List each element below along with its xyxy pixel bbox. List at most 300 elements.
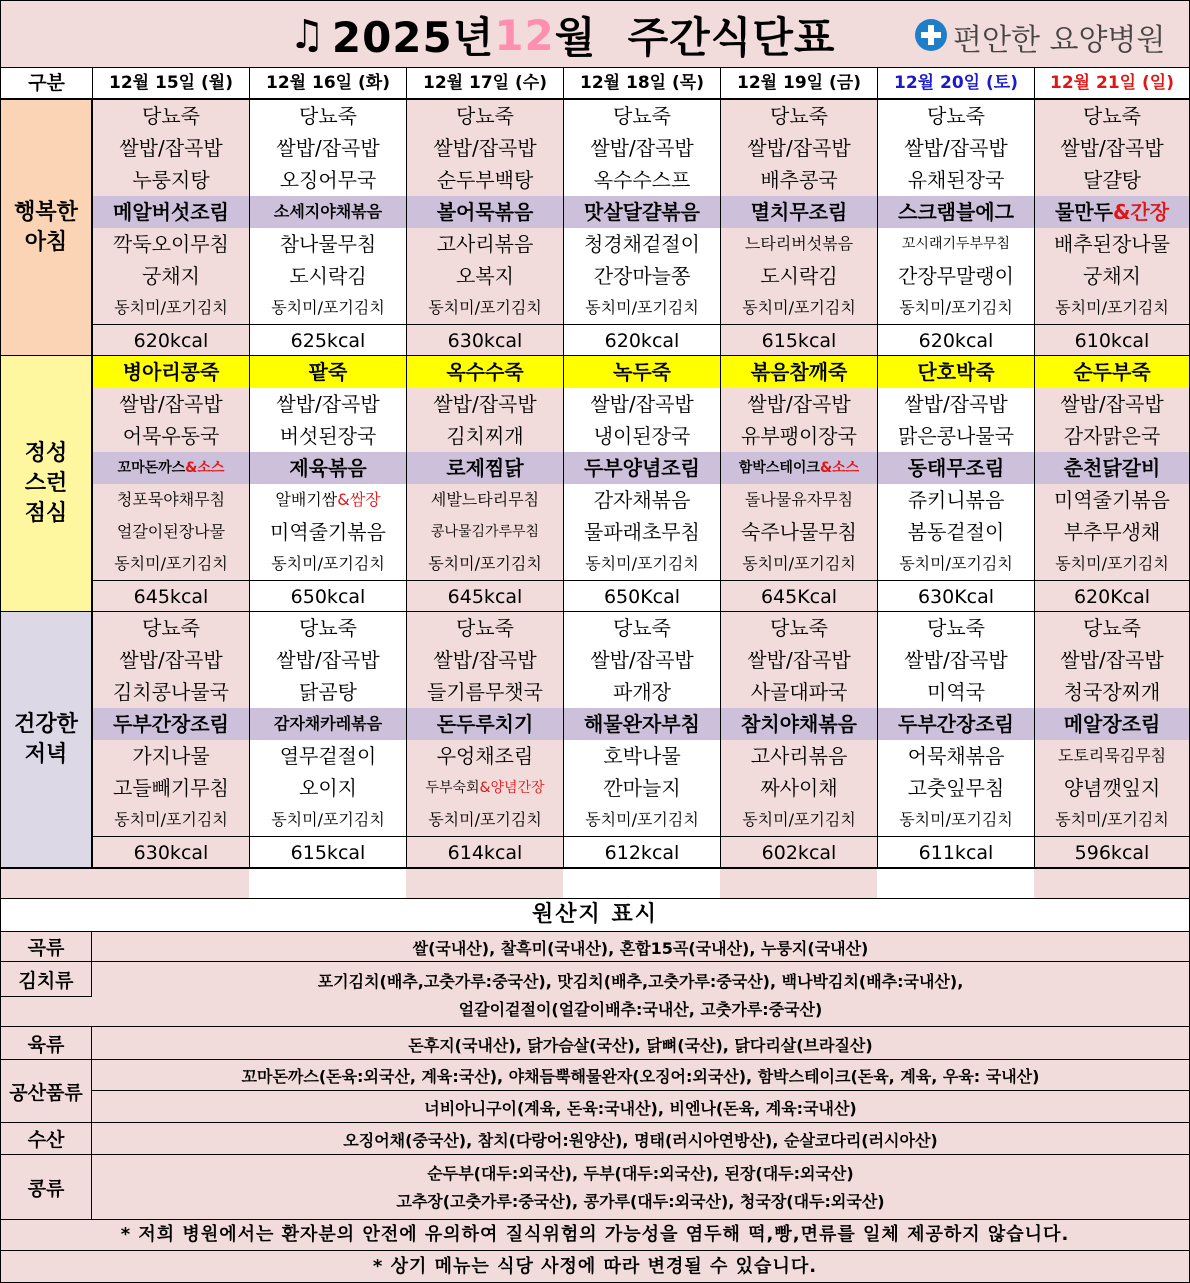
day-column <box>720 356 877 611</box>
menu-item-text: 615kcal <box>761 330 837 352</box>
origin-text: 돈후지(국내산), 닭가슴살(국산), 닭뼈(국산), 닭다리살(브라질산) <box>408 1036 873 1055</box>
menu-item-text: 동치미/포기김치 <box>428 298 542 317</box>
menu-item-text: 간장마늘쫑 <box>593 264 691 288</box>
title-rest: 월 주간식단표 <box>554 13 836 62</box>
spacer-cell <box>563 869 720 898</box>
menu-item-text: 당뇨죽 <box>613 616 671 640</box>
menu-item-kimchi <box>1035 548 1189 580</box>
hospital-cross-icon <box>915 19 947 51</box>
menu-item-kcal <box>878 836 1034 870</box>
menu-item-kimchi <box>564 292 720 324</box>
menu-item-side1 <box>93 228 249 260</box>
day-header: 12월 19일 (금) <box>720 68 877 98</box>
day-header-row <box>1 68 1189 100</box>
menu-item-main <box>878 452 1034 484</box>
menu-item-text: 쌀밥/잡곡밥 <box>904 136 1008 160</box>
menu-item-text: 쌀밥/잡곡밥 <box>590 136 694 160</box>
lunch-label: 정성 스런 점심 <box>1 356 92 611</box>
menu-item-soup <box>564 420 720 452</box>
menu-item-main <box>250 708 406 740</box>
menu-item-text: 봄동겉절이 <box>907 520 1005 544</box>
menu-item-porridge <box>407 100 563 132</box>
menu-item-text: 감자채볶음 <box>593 488 691 512</box>
menu-item-kcal <box>1035 324 1189 358</box>
day-header: 12월 16일 (화) <box>249 68 406 98</box>
menu-item-porridge <box>564 612 720 644</box>
menu-item-soup <box>407 420 563 452</box>
menu-item-text: 630Kcal <box>917 586 995 608</box>
menu-item-text: 630kcal <box>133 842 209 864</box>
menu-item-text: 동치미/포기김치 <box>585 810 699 829</box>
menu-item-kcal <box>250 324 406 358</box>
menu-item-side1 <box>1035 740 1189 772</box>
notice-menu-may-change: * 상기 메뉴는 식당 사정에 따라 변경될 수 있습니다. <box>1 1251 1189 1282</box>
menu-item-rice <box>564 644 720 676</box>
menu-item-text: 부추무생채 <box>1063 520 1161 544</box>
menu-item-kimchi <box>1035 292 1189 324</box>
day-column <box>877 612 1034 867</box>
menu-item-porridge <box>250 356 406 388</box>
menu-item-kimchi <box>93 292 249 324</box>
menu-item-text: 메알버섯조림 <box>113 200 229 224</box>
menu-item-text: 오복지 <box>456 264 514 288</box>
title-year: 2025년 <box>331 13 495 62</box>
menu-item-side1 <box>250 484 406 516</box>
menu-item-text: 미역국 <box>927 680 985 704</box>
menu-item-text: 당뇨죽 <box>927 104 985 128</box>
menu-item-side2 <box>1035 260 1189 292</box>
breakfast-section <box>1 100 1189 357</box>
menu-item-rice <box>1035 132 1189 164</box>
day-header: 12월 15일 (월) <box>92 68 249 98</box>
origin-text: 포기김치(배추,고춧가루:중국산), 맛김치(배추,고춧가루:중국산), 백나박김치(배추:국내산), <box>317 972 964 991</box>
menu-item-kimchi <box>878 548 1034 580</box>
menu-item-text: 미역줄기볶음 <box>270 520 386 544</box>
menu-item-main <box>564 708 720 740</box>
menu-item-main <box>564 196 720 228</box>
menu-item-text: 650Kcal <box>603 586 681 608</box>
day-column <box>406 612 563 867</box>
menu-item-text: 옥수수스프 <box>593 168 691 192</box>
menu-item-side2 <box>878 772 1034 804</box>
day-column <box>563 356 720 611</box>
spacer-row <box>1 869 1189 899</box>
menu-item-text: 궁채지 <box>142 264 200 288</box>
menu-item-text: 620Kcal <box>1073 586 1151 608</box>
menu-item-text: 동치미/포기김치 <box>1055 554 1169 573</box>
menu-item-kimchi <box>93 804 249 836</box>
menu-item-text: 스크램블에그 <box>898 200 1014 224</box>
menu-item-text: 645Kcal <box>760 586 838 608</box>
menu-item-text: 간장무말랭이 <box>898 264 1014 288</box>
menu-item-text: 625kcal <box>290 330 366 352</box>
menu-item-text: 소세지야채볶음 <box>273 202 383 221</box>
menu-item-kcal <box>93 580 249 614</box>
menu-item-kimchi <box>878 292 1034 324</box>
menu-item-text: 쌀밥/잡곡밥 <box>904 648 1008 672</box>
origin-label: 콩류 <box>1 1155 92 1219</box>
hospital-name: 편안한 요양병원 <box>953 23 1166 58</box>
menu-item-main <box>721 708 877 740</box>
menu-item-text: 쥬키니볶음 <box>907 488 1005 512</box>
menu-item-text: 미역줄기볶음 <box>1054 488 1170 512</box>
menu-item-porridge <box>721 612 877 644</box>
menu-item-text: 동치미/포기김치 <box>899 298 1013 317</box>
origin-label: 수산 <box>1 1123 92 1154</box>
menu-item-text: 고들빼기무침 <box>113 776 229 800</box>
menu-item-rice <box>564 132 720 164</box>
menu-item-text: 동치미/포기김치 <box>1055 810 1169 829</box>
menu-item-soup <box>1035 164 1189 196</box>
menu-item-text: 쌀밥/잡곡밥 <box>1060 392 1164 416</box>
menu-item-side2 <box>721 772 877 804</box>
menu-item-porridge <box>721 356 877 388</box>
menu-item-rice <box>564 388 720 420</box>
menu-item-main <box>407 196 563 228</box>
menu-item-porridge <box>1035 356 1189 388</box>
origin-label: 김치류 <box>1 962 92 997</box>
menu-item-porridge <box>93 100 249 132</box>
menu-item-kcal <box>250 836 406 870</box>
menu-item-text: 쌀밥/잡곡밥 <box>276 136 380 160</box>
menu-item-text: 당뇨죽 <box>142 616 200 640</box>
menu-item-rice <box>407 388 563 420</box>
menu-item-text: 열무겉절이 <box>279 744 377 768</box>
menu-item-soup <box>878 164 1034 196</box>
menu-item-porridge <box>407 356 563 388</box>
menu-item-text: 쌀밥/잡곡밥 <box>904 392 1008 416</box>
menu-item-text: 동치미/포기김치 <box>428 810 542 829</box>
menu-item-text: 당뇨죽 <box>770 616 828 640</box>
menu-item-text: 오징어무국 <box>279 168 377 192</box>
menu-item-side1 <box>878 228 1034 260</box>
menu-item-text: 오이지 <box>299 776 357 800</box>
menu-item-text: 당뇨죽 <box>613 104 671 128</box>
menu-item-text: 620kcal <box>604 330 680 352</box>
menu-item-side1 <box>1035 484 1189 516</box>
day-column <box>720 612 877 867</box>
menu-item-text: 동치미/포기김치 <box>742 810 856 829</box>
menu-item-text: 볶음참깨죽 <box>750 360 848 384</box>
menu-item-soup <box>721 164 877 196</box>
menu-item-side1 <box>721 740 877 772</box>
menu-item-main <box>564 452 720 484</box>
menu-item-kcal <box>564 324 720 358</box>
menu-item-text: 당뇨죽 <box>1083 616 1141 640</box>
menu-item-main <box>250 452 406 484</box>
menu-item-text: 645kcal <box>447 586 523 608</box>
menu-item-text: 병아리콩죽 <box>122 360 220 384</box>
menu-item-kcal <box>407 324 563 358</box>
menu-item-rice <box>250 644 406 676</box>
menu-item-soup <box>878 676 1034 708</box>
menu-item-text: 쌀밥/잡곡밥 <box>590 648 694 672</box>
day-header: 12월 17일 (수) <box>406 68 563 98</box>
menu-item-porridge <box>93 356 249 388</box>
menu-item-text: 620kcal <box>133 330 209 352</box>
menu-item-text: 물만두 <box>1054 200 1113 224</box>
menu-item-rice <box>93 644 249 676</box>
menu-item-text: 꼬마돈까스 <box>117 460 186 476</box>
menu-item-text: 세발느타리무침 <box>430 490 540 509</box>
menu-item-rice <box>878 388 1034 420</box>
day-column <box>1034 612 1189 867</box>
menu-item-text: 630kcal <box>447 330 523 352</box>
menu-item-side2 <box>93 516 249 548</box>
menu-item-soup <box>250 676 406 708</box>
menu-item-text: 김치콩나물국 <box>113 680 229 704</box>
menu-item-text: 로제찜닭 <box>446 456 524 480</box>
menu-item-side2 <box>721 516 877 548</box>
spacer-cell <box>877 869 1034 898</box>
menu-item-side1 <box>564 740 720 772</box>
menu-item-kcal <box>93 324 249 358</box>
menu-item-soup <box>1035 420 1189 452</box>
menu-item-text: 숙주나물무침 <box>741 520 857 544</box>
origin-text: 순두부(대두:외국산), 두부(대두:외국산), 된장(대두:외국산) <box>427 1164 854 1183</box>
day-column <box>877 356 1034 611</box>
dinner-label: 건강한 저녁 <box>1 612 92 867</box>
menu-item-kimchi <box>407 548 563 580</box>
menu-item-text: 감자맑은국 <box>1063 424 1161 448</box>
day-header-sunday: 12월 21일 (일) <box>1034 68 1189 98</box>
menu-item-extra: &소스 <box>819 460 860 476</box>
menu-item-side2 <box>93 260 249 292</box>
menu-item-soup <box>721 676 877 708</box>
menu-item-kcal <box>1035 580 1189 614</box>
menu-item-text: 깍둑오이무침 <box>113 232 229 256</box>
menu-item-porridge <box>250 612 406 644</box>
menu-item-text: 단호박죽 <box>917 360 995 384</box>
menu-item-text: 맛살달걀볶음 <box>584 200 700 224</box>
menu-item-text: 참나물무침 <box>279 232 377 256</box>
menu-item-text: 쌀밥/잡곡밥 <box>276 648 380 672</box>
menu-item-porridge <box>93 612 249 644</box>
menu-item-text: 쌀밥/잡곡밥 <box>276 392 380 416</box>
menu-item-text: 닭곰탕 <box>299 680 357 704</box>
menu-item-text: 버섯된장국 <box>279 424 377 448</box>
spacer-cell <box>249 869 406 898</box>
menu-item-side1 <box>93 484 249 516</box>
menu-item-rice <box>1035 644 1189 676</box>
day-column <box>92 356 249 611</box>
menu-item-kimchi <box>1035 804 1189 836</box>
menu-item-text: 춘천닭갈비 <box>1063 456 1161 480</box>
menu-item-text: 궁채지 <box>1083 264 1141 288</box>
menu-item-text: 참치야채볶음 <box>741 712 857 736</box>
menu-item-kcal <box>878 324 1034 358</box>
menu-item-text: 물파래초무침 <box>584 520 700 544</box>
menu-item-porridge <box>250 100 406 132</box>
menu-item-side2 <box>1035 772 1189 804</box>
menu-item-text: 620kcal <box>918 330 994 352</box>
menu-item-side2 <box>564 772 720 804</box>
menu-item-text: 동치미/포기김치 <box>428 554 542 573</box>
menu-item-text: 우엉채조림 <box>436 744 534 768</box>
menu-item-kimchi <box>407 804 563 836</box>
menu-item-side1 <box>93 740 249 772</box>
menu-item-text: 순두부백탕 <box>436 168 534 192</box>
origin-text: 꼬마돈까스(돈육:외국산, 계육:국산), 야채듬뿍해물완자(오징어:외국산), 함박스테이크(돈육, 계육, 우육: 국내산) <box>241 1067 1040 1086</box>
menu-item-porridge <box>721 100 877 132</box>
menu-item-soup <box>1035 676 1189 708</box>
menu-item-main <box>721 196 877 228</box>
menu-item-main <box>1035 452 1189 484</box>
lunch-section <box>1 356 1189 613</box>
day-column <box>1034 100 1189 355</box>
menu-item-rice <box>1035 388 1189 420</box>
origin-text: 오징어채(중국산), 참치(다랑어:원양산), 명태(러시아연방산), 순살코다리(러시아산) <box>343 1131 938 1150</box>
menu-item-text: 돌나물유자무침 <box>744 490 854 509</box>
menu-item-extra: &소스 <box>185 460 225 476</box>
menu-item-text: 도토리묵김무침 <box>1057 746 1167 765</box>
menu-item-text: 602kcal <box>761 842 837 864</box>
menu-item-soup <box>564 164 720 196</box>
origin-label: 공산품류 <box>1 1060 92 1122</box>
menu-item-text: 고사리볶음 <box>436 232 534 256</box>
menu-item-soup <box>407 676 563 708</box>
menu-item-text: 동치미/포기김치 <box>742 298 856 317</box>
menu-item-extra: &간장 <box>1112 200 1170 224</box>
menu-item-side2 <box>878 260 1034 292</box>
menu-item-text: 사골대파국 <box>750 680 848 704</box>
day-column <box>249 612 406 867</box>
menu-item-text: 615kcal <box>290 842 366 864</box>
menu-item-text: 순두부죽 <box>1073 360 1151 384</box>
menu-item-porridge <box>407 612 563 644</box>
menu-item-text: 가지나물 <box>132 744 210 768</box>
menu-item-rice <box>250 388 406 420</box>
menu-item-text: 맑은콩나물국 <box>898 424 1014 448</box>
origin-row-kimchi <box>1 962 1189 1027</box>
menu-item-text: 쌀밥/잡곡밥 <box>747 136 851 160</box>
menu-item-side2 <box>721 260 877 292</box>
day-column <box>92 100 249 355</box>
menu-item-text: 당뇨죽 <box>299 616 357 640</box>
menu-item-text: 614kcal <box>447 842 523 864</box>
menu-item-text: 고춧잎무침 <box>907 776 1005 800</box>
menu-item-text: 청포묵야채무침 <box>116 490 226 509</box>
menu-item-text: 배추된장나물 <box>1054 232 1170 256</box>
menu-item-kcal <box>407 836 563 870</box>
menu-item-text: 동치미/포기김치 <box>114 810 228 829</box>
divider <box>92 1090 1189 1091</box>
menu-item-main <box>93 196 249 228</box>
day-column <box>720 100 877 355</box>
breakfast-label: 행복한 아침 <box>1 100 92 355</box>
header <box>1 1 1189 68</box>
music-note-icon: ♫ <box>289 12 326 58</box>
menu-item-text: 녹두죽 <box>613 360 671 384</box>
menu-item-side1 <box>721 228 877 260</box>
menu-item-text: 달걀탕 <box>1083 168 1141 192</box>
menu-item-text: 호박나물 <box>603 744 681 768</box>
menu-item-text: 쌀밥/잡곡밥 <box>590 392 694 416</box>
menu-item-side1 <box>878 484 1034 516</box>
menu-item-rice <box>878 644 1034 676</box>
menu-item-text: 꼬시래기두부무침 <box>901 236 1011 252</box>
menu-item-text: 동치미/포기김치 <box>271 554 385 573</box>
menu-item-text: 쌀밥/잡곡밥 <box>119 392 223 416</box>
menu-item-soup <box>407 164 563 196</box>
menu-item-kimchi <box>250 292 406 324</box>
day-column <box>406 100 563 355</box>
menu-item-rice <box>721 388 877 420</box>
menu-item-side1 <box>721 484 877 516</box>
menu-item-kcal <box>407 580 563 614</box>
origin-row-bean <box>1 1155 1189 1221</box>
menu-item-text: 당뇨죽 <box>770 104 828 128</box>
menu-item-text: 어묵채볶음 <box>907 744 1005 768</box>
menu-item-kcal <box>878 580 1034 614</box>
menu-item-text: 청경채겉절이 <box>584 232 700 256</box>
gubun-header: 구분 <box>28 72 65 94</box>
menu-item-kcal <box>721 836 877 870</box>
menu-item-side1 <box>1035 228 1189 260</box>
menu-item-soup <box>93 676 249 708</box>
menu-item-side1 <box>564 228 720 260</box>
menu-item-text: 어묵우동국 <box>122 424 220 448</box>
menu-item-kcal <box>1035 836 1189 870</box>
menu-item-side2 <box>93 772 249 804</box>
menu-item-kcal <box>564 580 720 614</box>
menu-item-kimchi <box>250 804 406 836</box>
menu-item-text: 파개장 <box>613 680 671 704</box>
menu-item-text: 돈두루치기 <box>436 712 534 736</box>
menu-item-text: 쌀밥/잡곡밥 <box>433 648 537 672</box>
menu-item-kcal <box>721 324 877 358</box>
menu-item-text: 도시락김 <box>289 264 367 288</box>
origin-row-processed <box>1 1060 1189 1123</box>
menu-item-text: 동치미/포기김치 <box>271 298 385 317</box>
menu-item-side1 <box>878 740 1034 772</box>
day-column <box>1034 356 1189 611</box>
menu-item-text: 냉이된장국 <box>593 424 691 448</box>
menu-item-text: 쌀밥/잡곡밥 <box>119 648 223 672</box>
menu-item-side2 <box>564 260 720 292</box>
menu-item-porridge <box>878 612 1034 644</box>
menu-item-kimchi <box>93 548 249 580</box>
origin-title: 원산지 표시 <box>1 899 1189 932</box>
day-header-saturday: 12월 20일 (토) <box>877 68 1034 98</box>
menu-item-side1 <box>407 228 563 260</box>
origin-label: 곡류 <box>1 932 92 961</box>
menu-item-text: 650kcal <box>290 586 366 608</box>
menu-item-rice <box>721 644 877 676</box>
menu-item-porridge <box>878 356 1034 388</box>
menu-item-main <box>1035 708 1189 740</box>
origin-text: 고추장(고춧가루:중국산), 콩가루(대두:외국산), 청국장(대두:외국산) <box>396 1192 885 1211</box>
menu-item-main <box>878 196 1034 228</box>
menu-item-text: 596kcal <box>1074 842 1150 864</box>
menu-item-text: 팥죽 <box>308 360 348 384</box>
menu-item-text: 배추콩국 <box>760 168 838 192</box>
menu-item-soup <box>250 420 406 452</box>
menu-item-side2 <box>1035 516 1189 548</box>
menu-item-side2 <box>250 516 406 548</box>
day-column <box>877 100 1034 355</box>
menu-item-text: 당뇨죽 <box>299 104 357 128</box>
menu-item-text: 645kcal <box>133 586 209 608</box>
menu-item-text: 동치미/포기김치 <box>585 554 699 573</box>
menu-item-extra: &쌈장 <box>337 490 381 509</box>
menu-item-side2 <box>407 260 563 292</box>
menu-item-side1 <box>250 740 406 772</box>
menu-item-kimchi <box>407 292 563 324</box>
menu-item-text: 동치미/포기김치 <box>899 810 1013 829</box>
day-column <box>249 356 406 611</box>
menu-item-text: 당뇨죽 <box>142 104 200 128</box>
